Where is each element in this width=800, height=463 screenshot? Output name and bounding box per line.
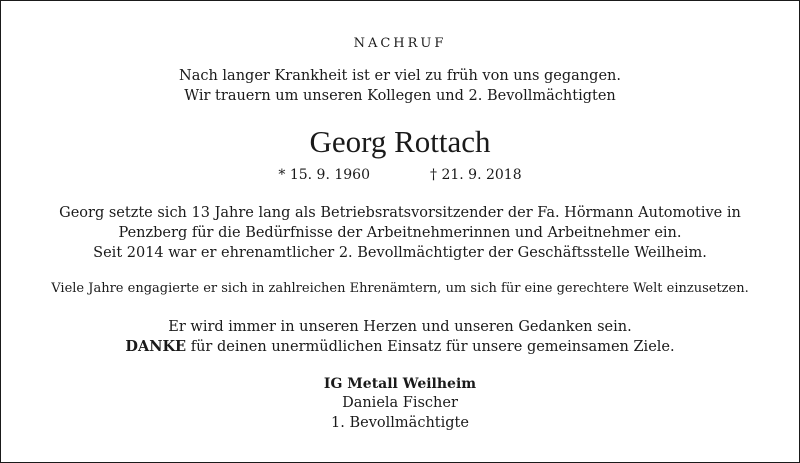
birth-date: * 15. 9. 1960 xyxy=(278,167,370,183)
engagement-text: Viele Jahre engagierte er sich in zahlreichen Ehrenämtern, um sich für eine gerechtere Welt einzusetzen. xyxy=(51,281,749,296)
bio-line-1: Georg setzte sich 13 Jahre lang als Betriebsratsvorsitzender der Fa. Hörmann Automotive in xyxy=(59,205,741,221)
signature-organization: IG Metall Weilheim xyxy=(323,376,477,392)
thanks-text: für deinen unermüdlichen Einsatz für unsere gemeinsamen Ziele. xyxy=(186,339,675,355)
intro-line-2: Wir trauern um unseren Kollegen und 2. Bevollmächtigten xyxy=(184,88,616,104)
thanks-word: DANKE xyxy=(125,338,187,355)
intro-line-1: Nach langer Krankheit ist er viel zu früh von uns gegangen. xyxy=(179,68,621,84)
life-dates xyxy=(1,168,799,182)
death-date: † 21. 9. 2018 xyxy=(430,167,522,183)
signature-role: 1. Bevollmächtigte xyxy=(331,415,469,431)
notice-heading: NACHRUF xyxy=(353,36,447,51)
deceased-name: Georg Rottach xyxy=(309,124,491,159)
signature-signer: Daniela Fischer xyxy=(342,395,458,411)
memory-line-1: Er wird immer in unseren Herzen und unseren Gedanken sein. xyxy=(168,319,632,335)
bio-line-2: Penzberg für die Bedürfnisse der Arbeitnehmerinnen und Arbeitnehmer ein. xyxy=(118,225,682,241)
bio-line-3: Seit 2014 war er ehrenamtlicher 2. Bevollmächtigter der Geschäftsstelle Weilheim. xyxy=(93,245,707,261)
memory-line-2 xyxy=(1,340,799,355)
